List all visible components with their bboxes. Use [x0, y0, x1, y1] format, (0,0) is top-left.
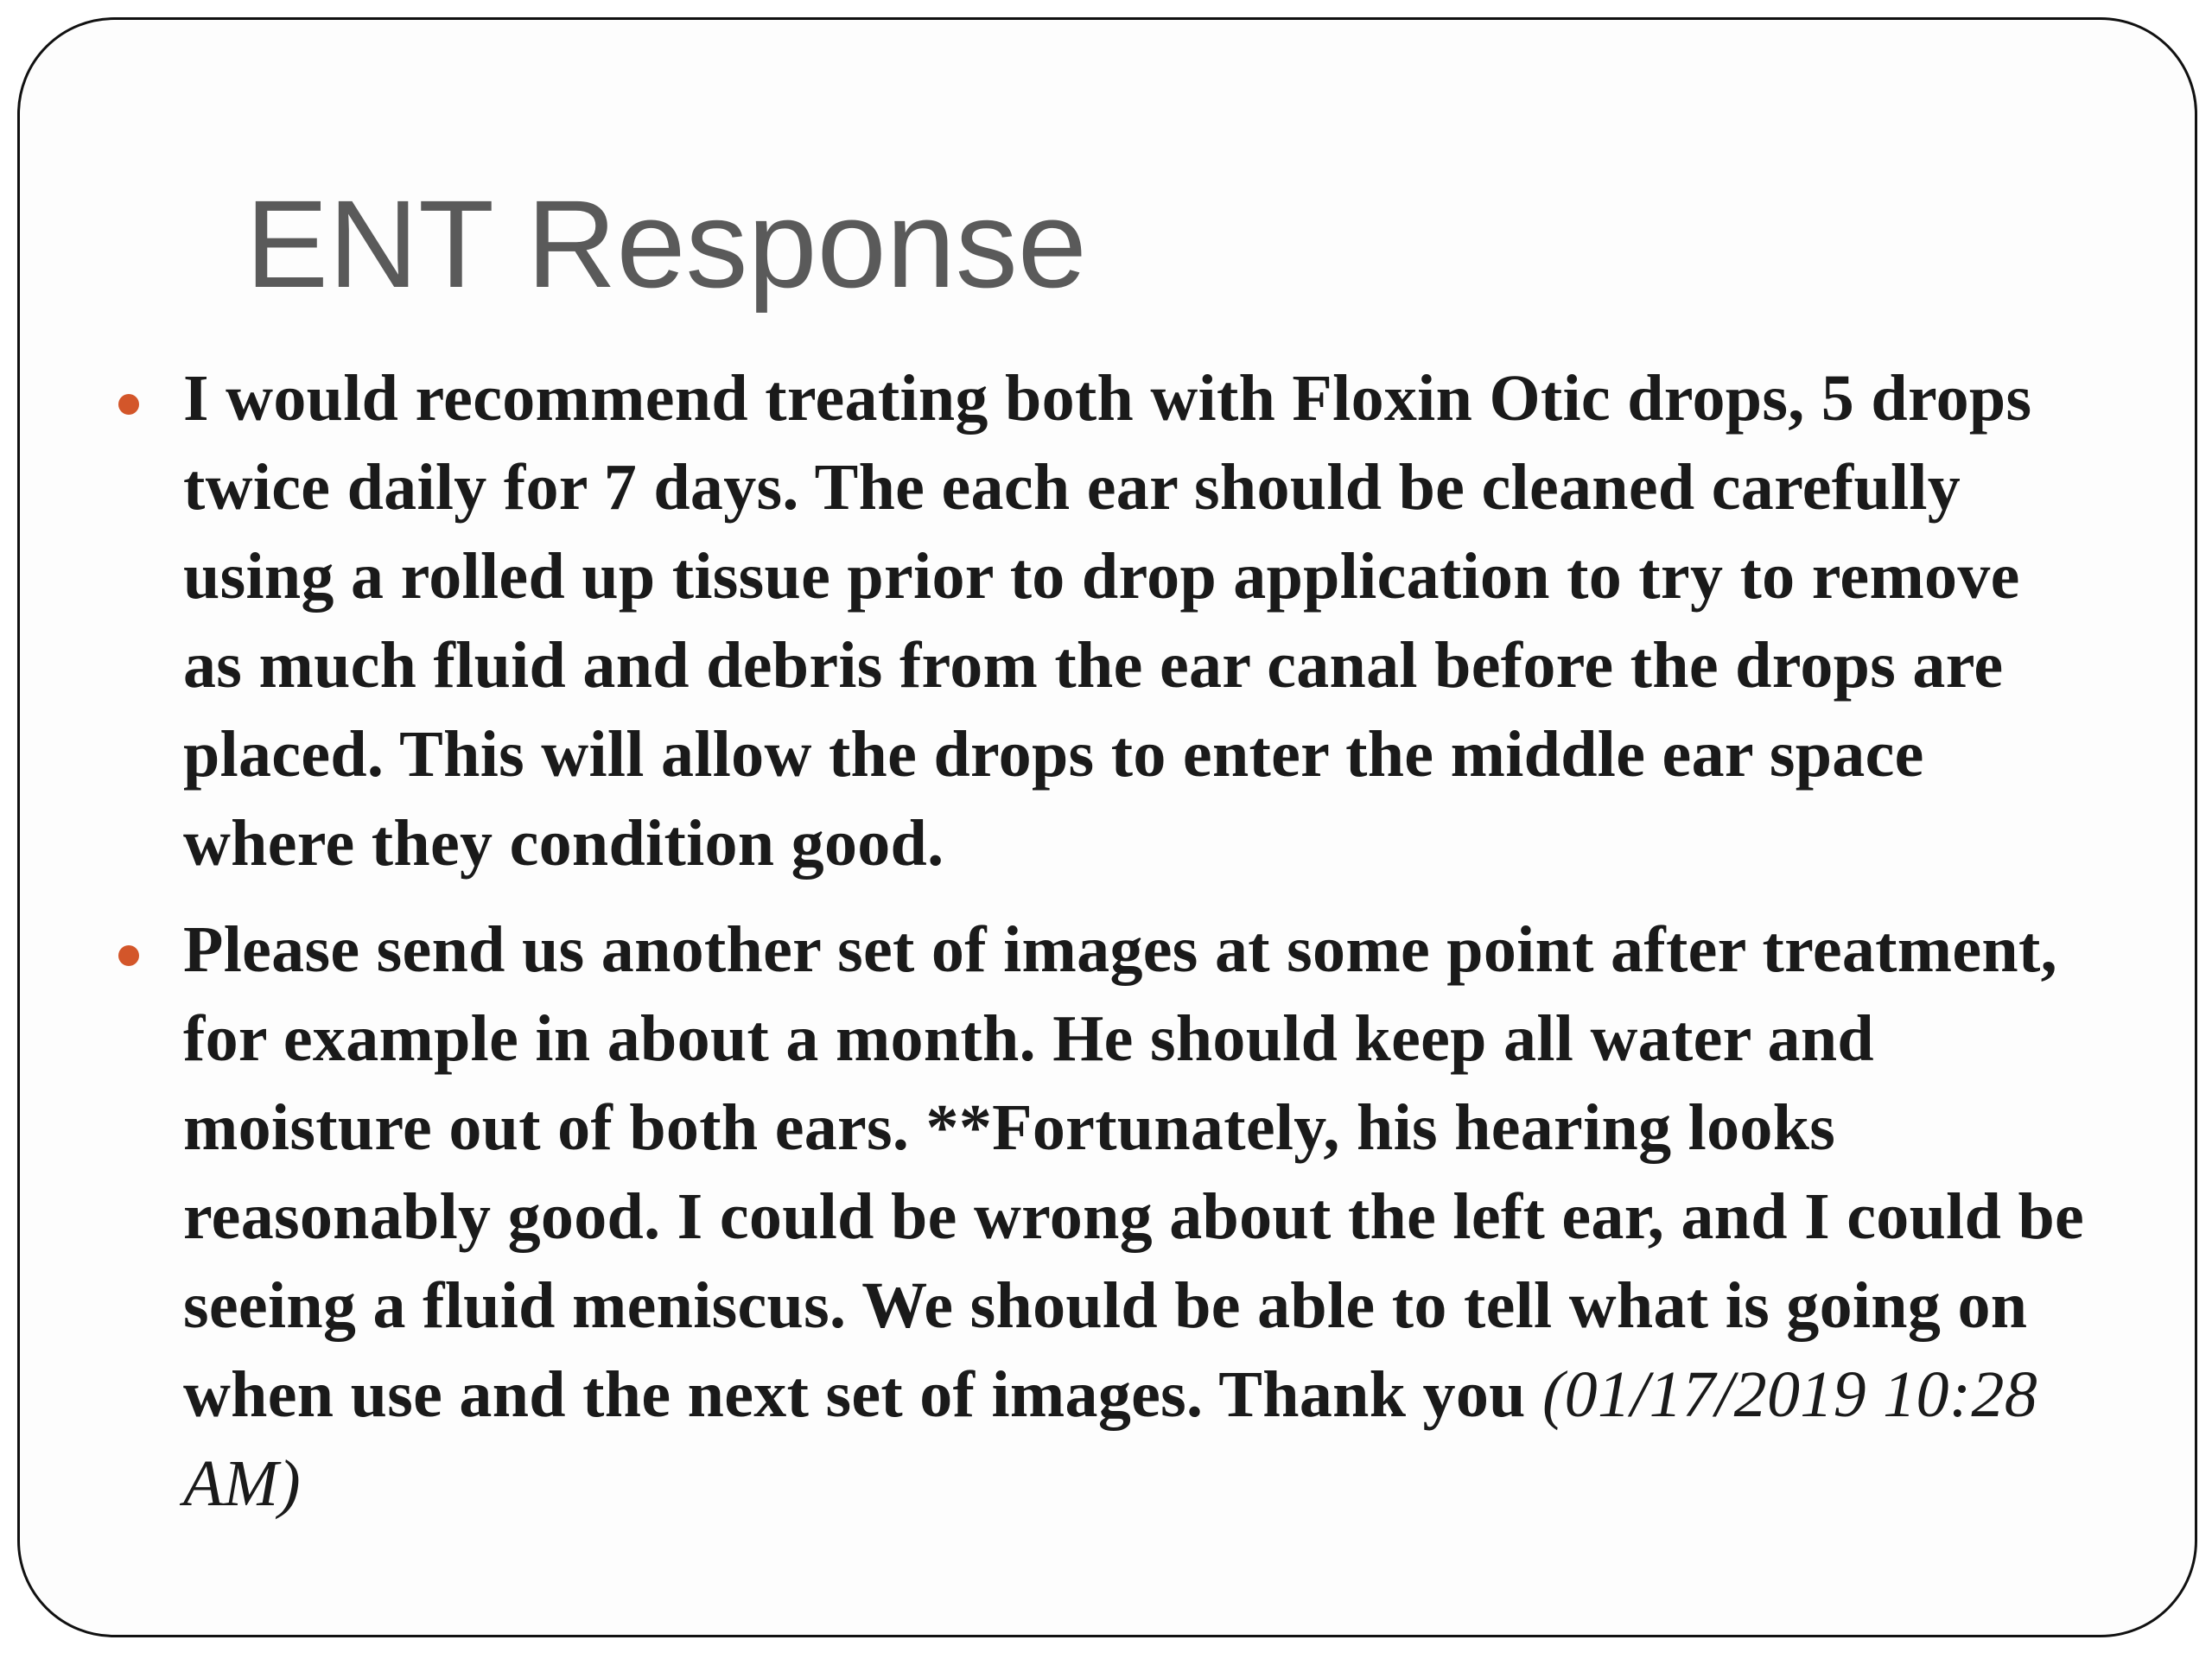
bullet-text-container [183, 906, 2093, 1529]
bullet-text: I would recommend treating both with Floxin Otic drops, 5 drops twice daily for 7 days. The each ear should be cleaned carefully using a rolled up tissue prior to drop application to try to remove as much fluid and debris from the ear canal before the drops are placed. This will allow the drops to enter the middle ear space where they condition good. [183, 362, 2032, 880]
bullet-item-followup [183, 906, 2093, 1529]
bullet-text: Please send us another set of images at some point after treatment, for example in about a month. He should keep all water and moisture out of both ears. **Fortunately, his hearing looks reasonably good. I could be wrong about the left ear, and I could be seeing a fluid meniscus. We should be able to tell what is going on when use and the next set of images. Thank you [183, 913, 2085, 1431]
bullet-item-treatment [183, 354, 2093, 888]
bullet-dot-icon [118, 394, 139, 415]
timestamp: (01/17/2019 10:28 AM) [183, 1358, 2037, 1520]
slide-title: ENT Response [245, 175, 1087, 314]
bullet-list [183, 354, 2093, 1546]
bullet-dot-icon [118, 945, 139, 966]
